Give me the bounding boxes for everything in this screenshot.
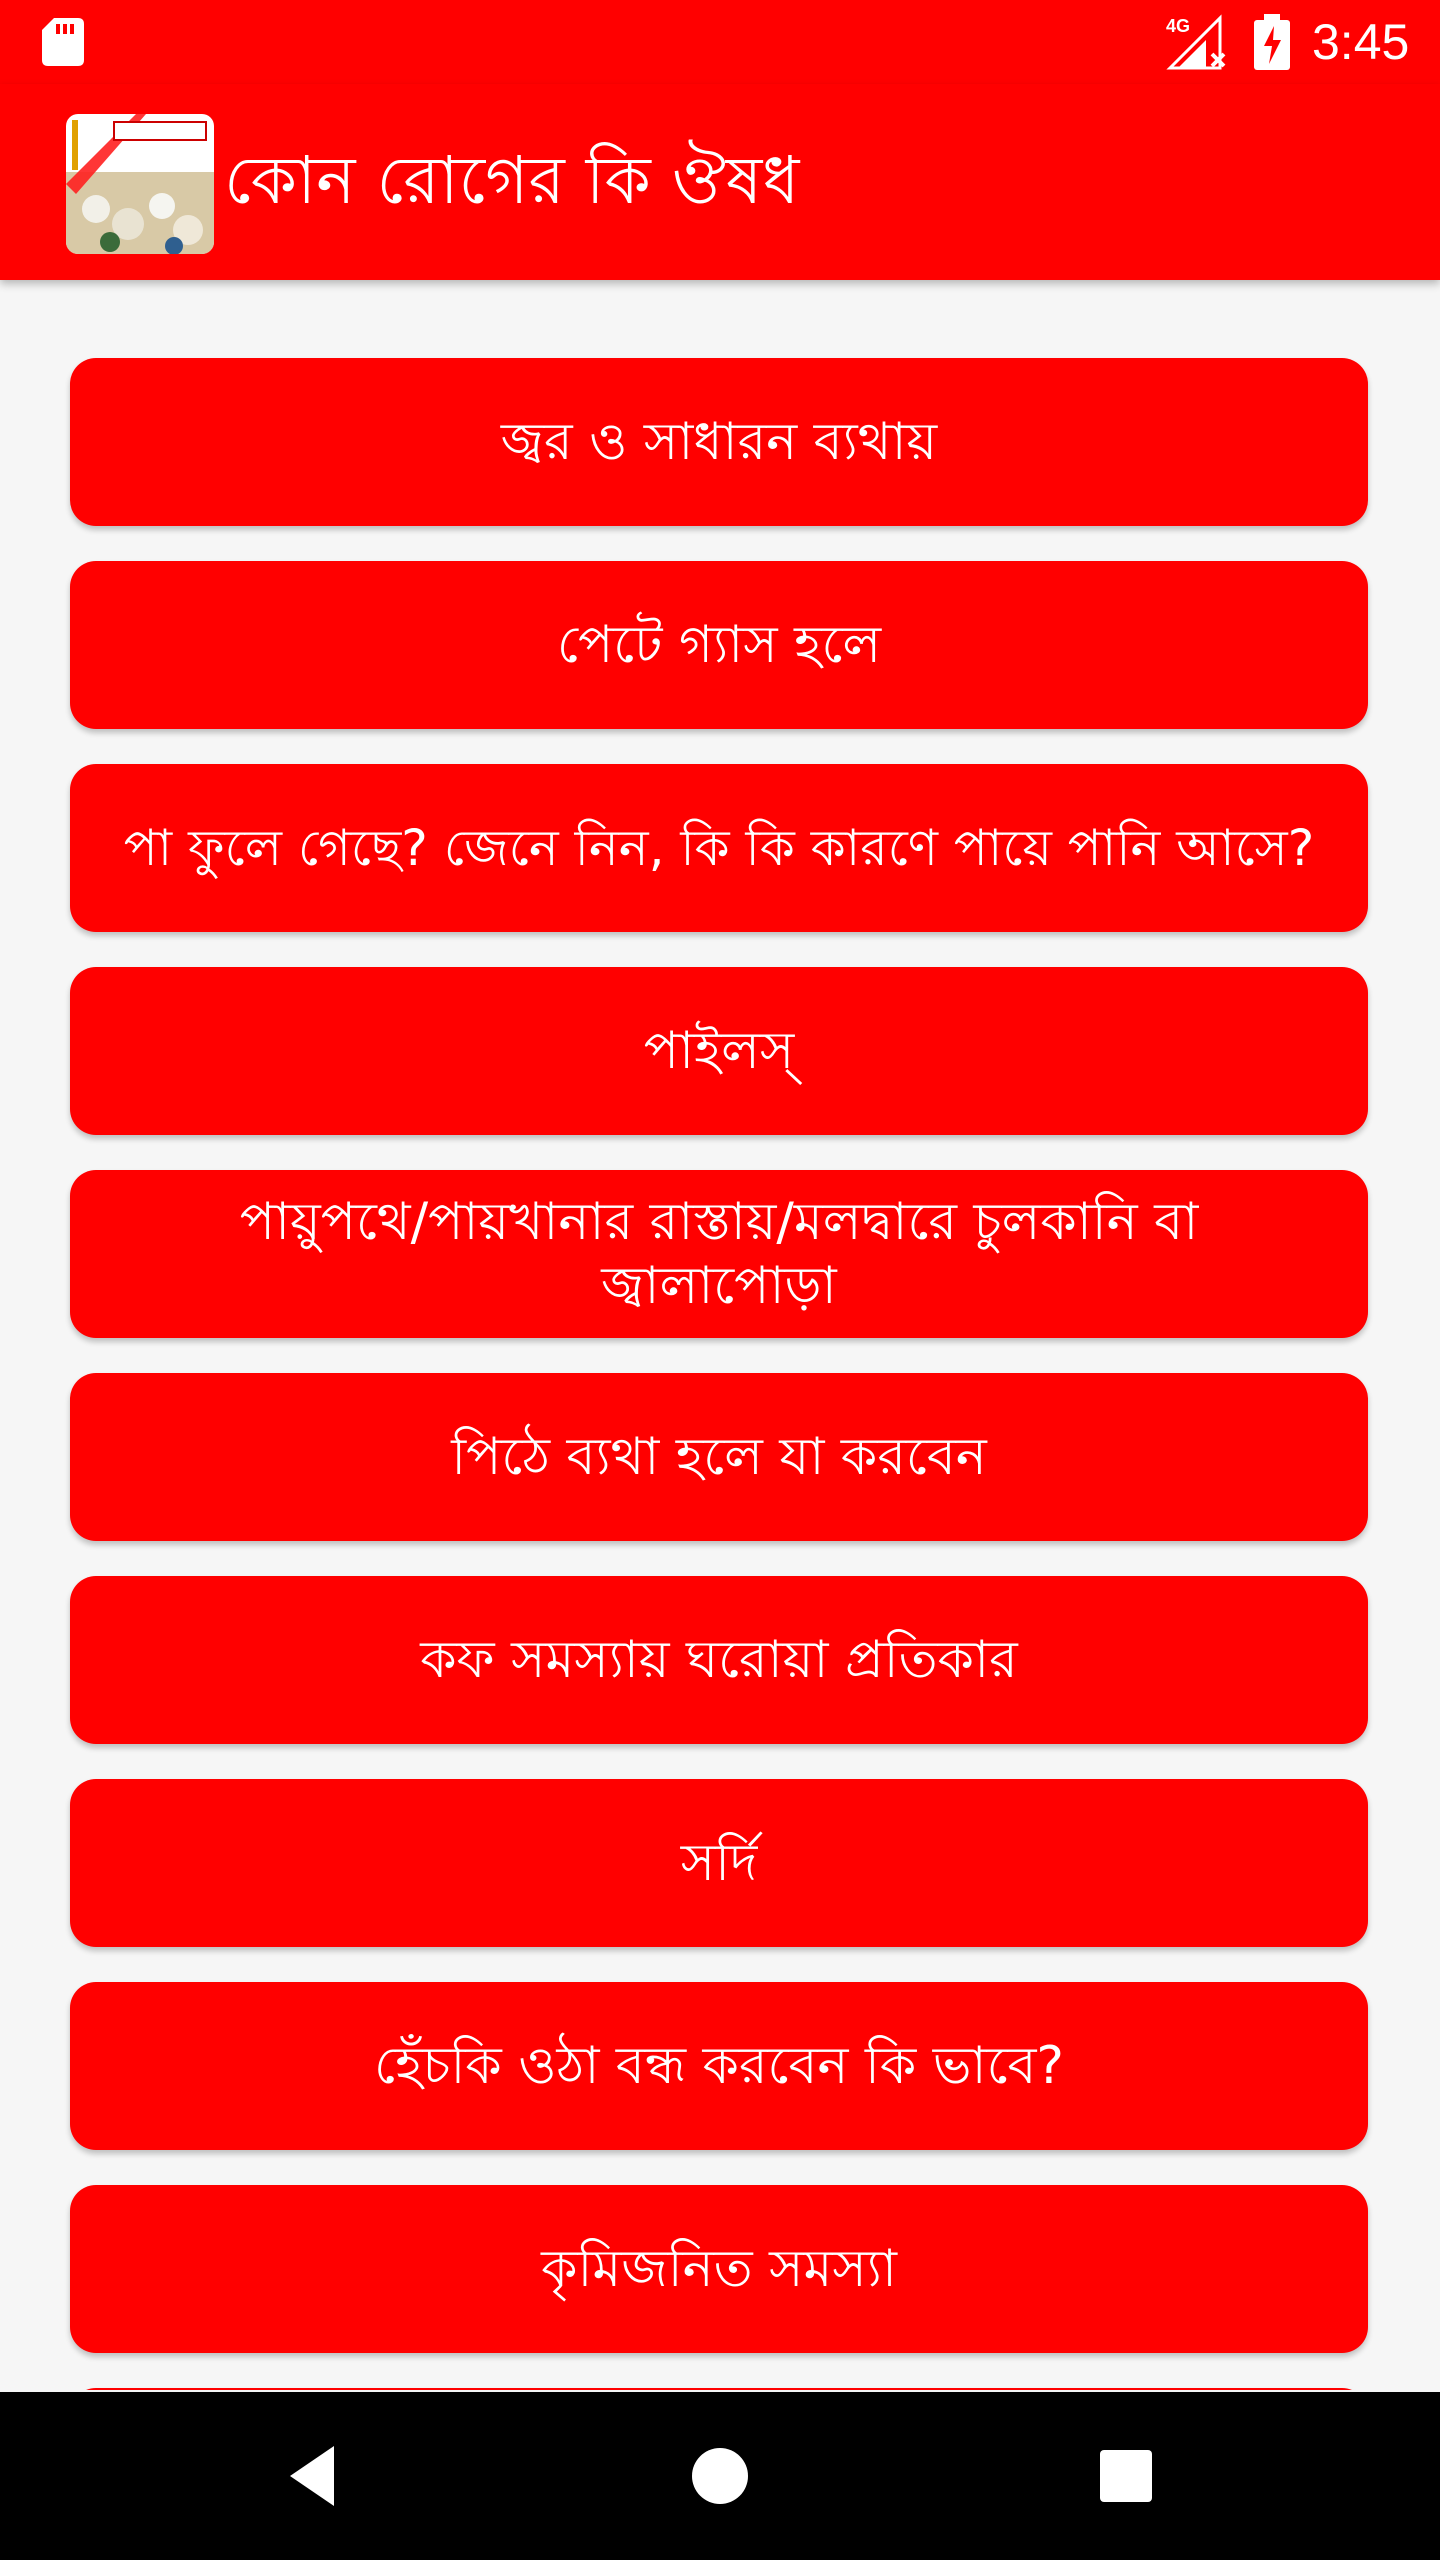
list-item[interactable] <box>70 561 1368 729</box>
list-item[interactable] <box>70 1982 1368 2150</box>
list-item[interactable] <box>70 967 1368 1135</box>
list-item-label: পাইলস্ <box>643 1021 795 1081</box>
list-item-label: হেঁচকি ওঠা বন্ধ করবেন কি ভাবে? <box>373 2036 1065 2096</box>
status-time: 3:45 <box>1312 14 1410 70</box>
navigation-bar <box>0 2392 1440 2560</box>
disease-list <box>0 280 1440 2390</box>
app-title: কোন রোগের কি ঔষধ <box>224 142 800 219</box>
list-item[interactable] <box>70 1170 1368 1338</box>
list-item-label: কৃমিজনিত সমস্যা <box>541 2239 897 2299</box>
signal-icon <box>1166 14 1228 70</box>
list-item[interactable] <box>70 2185 1368 2353</box>
list-item[interactable] <box>70 764 1368 932</box>
home-icon[interactable] <box>680 2436 760 2516</box>
list-item-label: পেটে গ্যাস হলে <box>556 615 882 675</box>
list-item-label: কফ সমস্যায় ঘরোয়া প্রতিকার <box>420 1630 1018 1690</box>
network-label: 4G <box>1166 16 1191 36</box>
back-icon[interactable] <box>276 2436 356 2516</box>
list-item[interactable] <box>70 1576 1368 1744</box>
list-item-label: সর্দি <box>680 1833 758 1893</box>
list-item-label: পা ফুলে গেছে? জেনে নিন, কি কি কারণে পায়ে পানি আসে? <box>123 819 1315 877</box>
recents-icon[interactable] <box>1086 2436 1166 2516</box>
app-logo-icon <box>66 114 214 254</box>
app-bar <box>0 84 1440 280</box>
list-item-label: পায়ুপথে/পায়খানার রাস্তায়/মলদ্বারে চুলকানি বা জ্বালাপোড়া <box>239 1192 1199 1316</box>
battery-charging-icon <box>1254 14 1290 70</box>
list-item[interactable] <box>70 1373 1368 1541</box>
list-item-label: পিঠে ব্যথা হলে যা করবেন <box>451 1427 987 1487</box>
list-item[interactable] <box>70 1779 1368 1947</box>
list-item[interactable] <box>70 358 1368 526</box>
sd-card-icon <box>42 18 84 66</box>
list-item-label: জ্বর ও সাধারন ব্যথায় <box>500 412 938 472</box>
status-bar <box>0 0 1440 84</box>
list-item[interactable] <box>70 2388 1368 2390</box>
